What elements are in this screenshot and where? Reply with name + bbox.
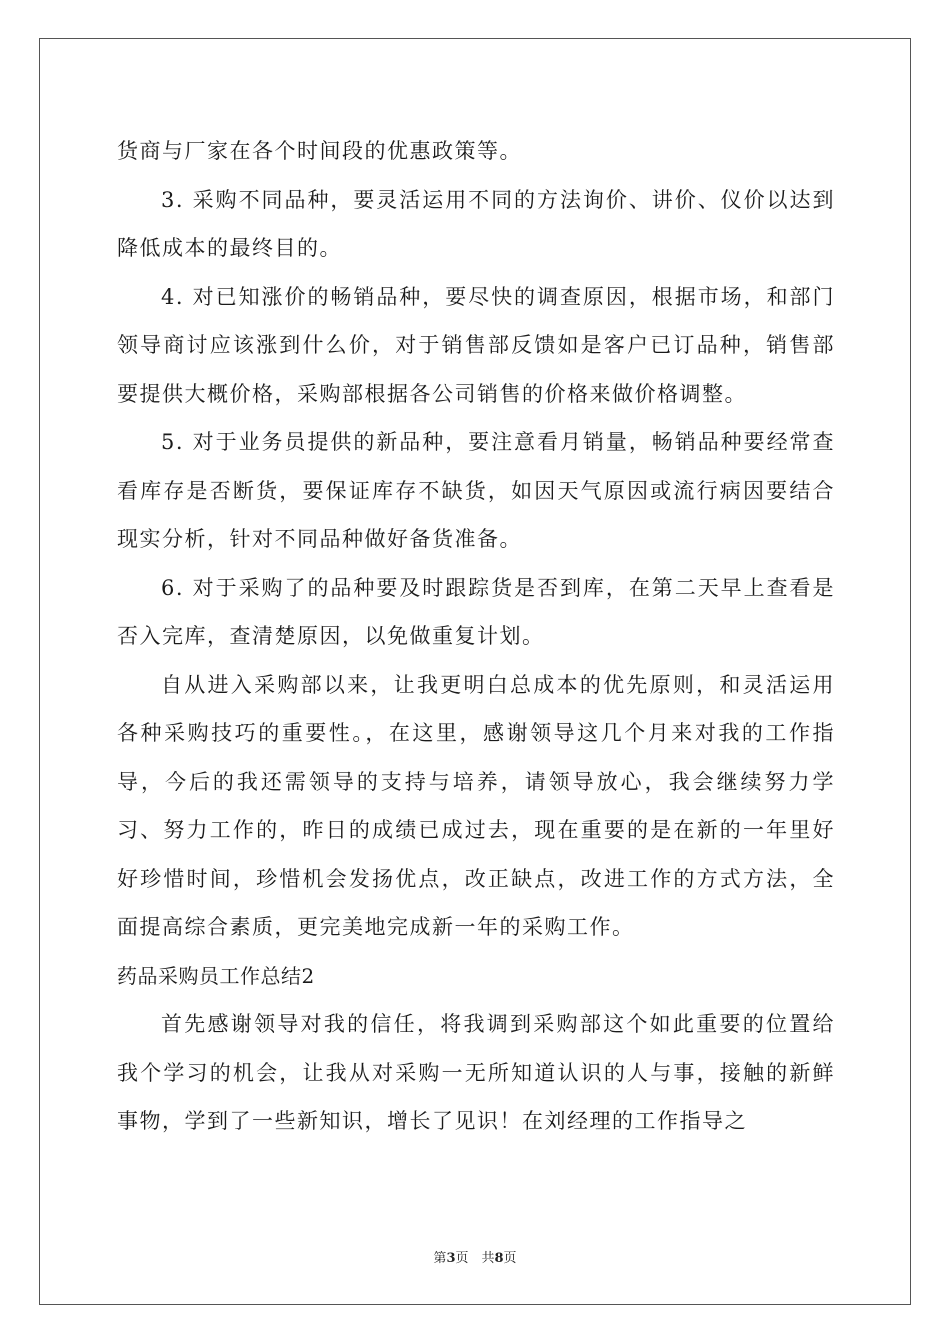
footer-mid: 页 共	[455, 1251, 495, 1266]
paragraph-3: 4. 对已知涨价的畅销品种，要尽快的调查原因，根据市场，和部门领导商讨应该涨到什么价，对于销售部反馈如是客户已订品种，销售部要提供大概价格，采购部根据各公司销售的价格来做价格调整。	[117, 284, 835, 406]
footer-prefix: 第	[433, 1251, 447, 1266]
footer-page-number: 3	[446, 1251, 456, 1266]
footer-suffix: 页	[503, 1251, 517, 1266]
section-heading: 药品采购员工作总结2	[117, 963, 315, 988]
paragraph-1: 货商与厂家在各个时间段的优惠政策等。	[117, 139, 522, 163]
footer-total-pages: 8	[494, 1251, 504, 1266]
paragraph-6: 自从进入采购部以来，让我更明白总成本的优先原则，和灵活运用各种采购技巧的重要性。，在这里，感谢领导这几个月来对我的工作指导，今后的我还需领导的支持与培养，请领导放心，我会继续努力学习、努力工作的，昨日的成绩已成过去，现在重要的是在新的一年里好好珍惜时间，珍惜机会发扬优点，改正缺点，改进工作的方式方法，全面提高综合素质，更完美地完成新一年的采购工作。	[117, 672, 835, 939]
document-body	[117, 127, 835, 1146]
paragraph-7: 首先感谢领导对我的信任，将我调到采购部这个如此重要的位置给我个学习的机会，让我从对采购一无所知道认识的人与事，接触的新鲜事物，学到了一些新知识，增长了见识！在刘经理的工作指导之	[117, 1012, 835, 1133]
paragraph-4: 5. 对于业务员提供的新品种，要注意看月销量，畅销品种要经常查看库存是否断货，要保证库存不缺货，如因天气原因或流行病因要结合现实分析，针对不同品种做好备货准备。	[117, 430, 835, 551]
paragraph-5: 6. 对于采购了的品种要及时跟踪货是否到库，在第二天早上查看是否入完库，查清楚原因，以免做重复计划。	[117, 575, 835, 648]
page-footer	[0, 1247, 950, 1266]
paragraph-2: 3. 采购不同品种，要灵活运用不同的方法询价、讲价、仪价以达到降低成本的最终目的。	[117, 187, 835, 260]
